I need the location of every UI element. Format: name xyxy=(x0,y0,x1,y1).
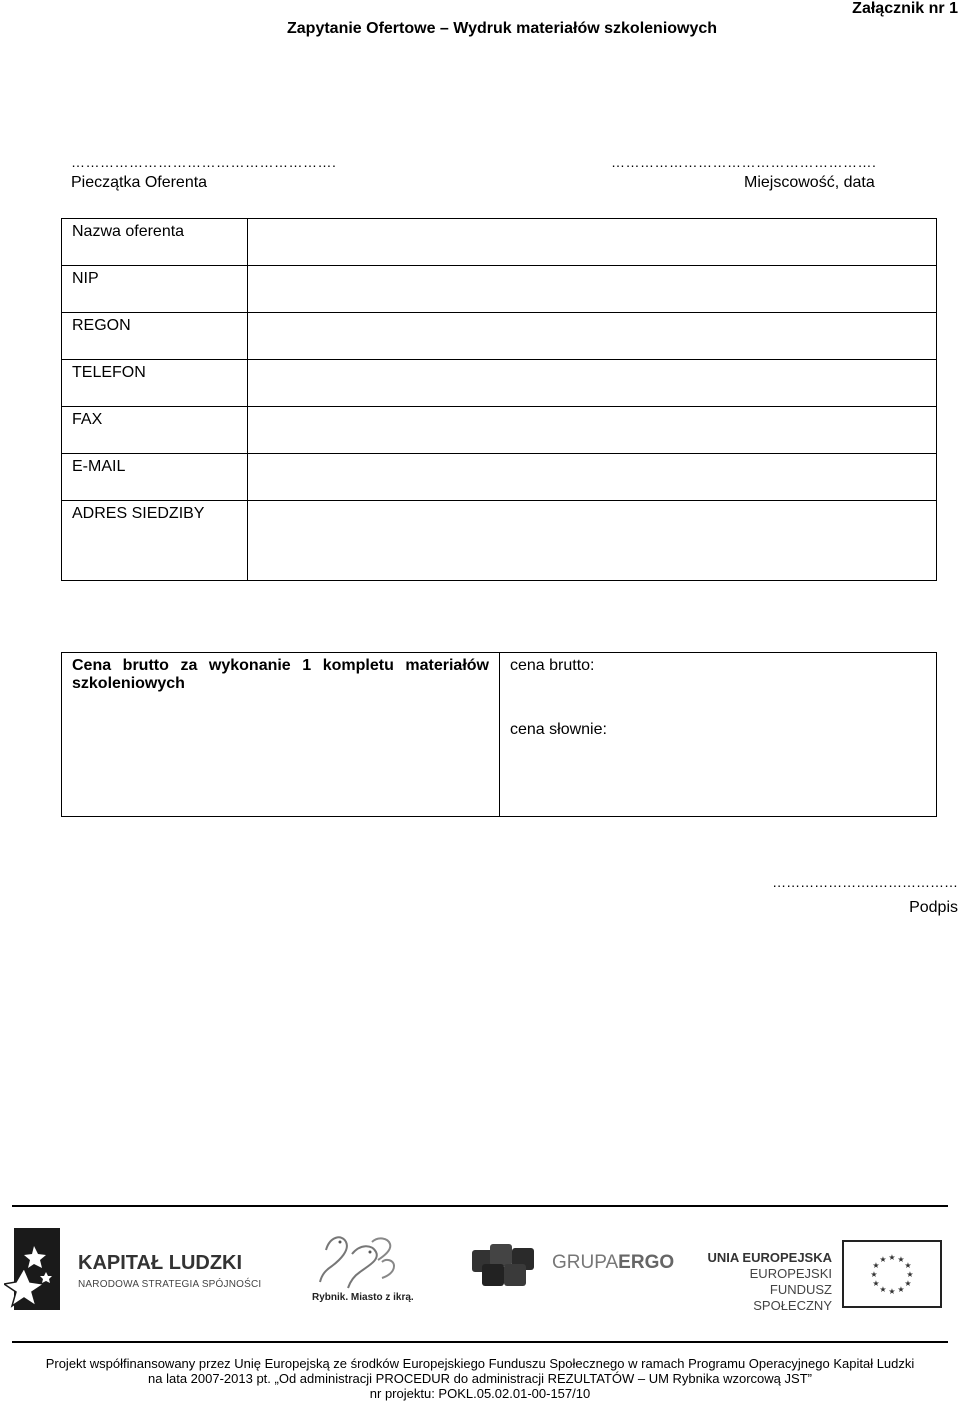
price-in-words-label: cena słownie: xyxy=(510,721,607,738)
place-date-dots: ………………………………………………. xyxy=(611,154,877,170)
signature-dots: ………………….……………… xyxy=(772,874,958,890)
eu-line-1: UNIA EUROPEJSKA xyxy=(707,1250,832,1265)
svg-text:★: ★ xyxy=(888,1287,896,1296)
form-label-nip: NIP xyxy=(62,266,248,313)
form-field-fax[interactable] xyxy=(248,407,937,454)
form-row-regon xyxy=(62,313,937,360)
kapital-ludzki-subtitle: NARODOWA STRATEGIA SPÓJNOŚCI xyxy=(78,1279,262,1290)
form-row-phone xyxy=(62,360,937,407)
price-values-cell[interactable] xyxy=(500,653,937,817)
form-label-email: E-MAIL xyxy=(62,454,248,501)
ergo-cubes-icon xyxy=(468,1240,548,1290)
svg-text:★: ★ xyxy=(906,1270,914,1279)
svg-text:★: ★ xyxy=(872,1279,880,1288)
kapital-ludzki-logo xyxy=(4,1228,266,1312)
form-field-regon[interactable] xyxy=(248,313,937,360)
form-label-fax: FAX xyxy=(62,407,248,454)
attachment-label: Załącznik nr 1 xyxy=(852,0,958,17)
svg-text:★: ★ xyxy=(897,1285,905,1294)
eu-flag-logo xyxy=(842,1240,942,1308)
form-row-address xyxy=(62,501,937,581)
rybnik-logo xyxy=(312,1230,416,1308)
eu-social-fund-text xyxy=(696,1250,832,1314)
svg-text:★: ★ xyxy=(879,1285,887,1294)
form-field-email[interactable] xyxy=(248,454,937,501)
form-field-nip[interactable] xyxy=(248,266,937,313)
eu-flag-icon xyxy=(842,1240,942,1308)
footer-line-3: nr projektu: POKL.05.02.01-00-157/10 xyxy=(369,1386,591,1401)
price-description: Cena brutto za wykonanie 1 kompletu materiałów szkoleniowych xyxy=(62,653,500,817)
header-title: Zapytanie Ofertowe – Wydruk materiałów szkoleniowych xyxy=(287,20,718,37)
form-row-nip xyxy=(62,266,937,313)
form-row-name xyxy=(62,219,937,266)
rybnik-slogan: Rybnik. Miasto z ikrą. xyxy=(312,1292,414,1303)
form-field-name[interactable] xyxy=(248,219,937,266)
svg-text:★: ★ xyxy=(870,1270,878,1279)
kapital-ludzki-title: KAPITAŁ LUDZKI xyxy=(78,1252,243,1274)
stamp-dots: ………………………………………………. xyxy=(71,154,337,170)
eu-line-3: FUNDUSZ SPOŁECZNY xyxy=(753,1282,832,1313)
footer-bottom-rule xyxy=(12,1341,948,1343)
eu-line-2: EUROPEJSKI xyxy=(749,1266,832,1281)
form-label-address: ADRES SIEDZIBY xyxy=(62,501,248,581)
svg-text:★: ★ xyxy=(904,1279,912,1288)
stamp-label: Pieczątka Oferenta xyxy=(71,174,208,191)
gross-price-label: cena brutto: xyxy=(510,657,595,674)
footer-top-rule xyxy=(12,1205,948,1207)
form-label-phone: TELEFON xyxy=(62,360,248,407)
form-label-name: Nazwa oferenta xyxy=(62,219,248,266)
form-field-phone[interactable] xyxy=(248,360,937,407)
price-table xyxy=(61,652,937,817)
ergo-name-text: ERGO xyxy=(618,1252,675,1273)
svg-text:★: ★ xyxy=(897,1255,905,1264)
ergo-grupa-text: GRUPA xyxy=(552,1252,619,1273)
place-date-label: Miejscowość, data xyxy=(744,174,875,191)
svg-text:★: ★ xyxy=(888,1253,896,1262)
form-row-fax xyxy=(62,407,937,454)
form-row-email xyxy=(62,454,937,501)
signature-label: Podpis xyxy=(909,899,958,916)
footer-line-1: Projekt współfinansowany przez Unię Europejską ze środków Europejskiego Funduszu Społecznego w ramach Programu Operacyjnego Kapitał Ludzki xyxy=(45,1356,915,1371)
form-field-address[interactable] xyxy=(248,501,937,581)
footer-line-2: na lata 2007-2013 pt. „Od administracji PROCEDUR do administracji REZULTATÓW – UM Rybnika wzorcową JST” xyxy=(148,1371,812,1386)
form-label-regon: REGON xyxy=(62,313,248,360)
grupa-ergo-logo xyxy=(468,1240,688,1290)
svg-text:★: ★ xyxy=(872,1261,880,1270)
svg-text:★: ★ xyxy=(904,1261,912,1270)
rybnik-fish-icon xyxy=(312,1230,416,1292)
svg-text:★: ★ xyxy=(879,1255,887,1264)
bidder-form-table xyxy=(61,218,937,581)
